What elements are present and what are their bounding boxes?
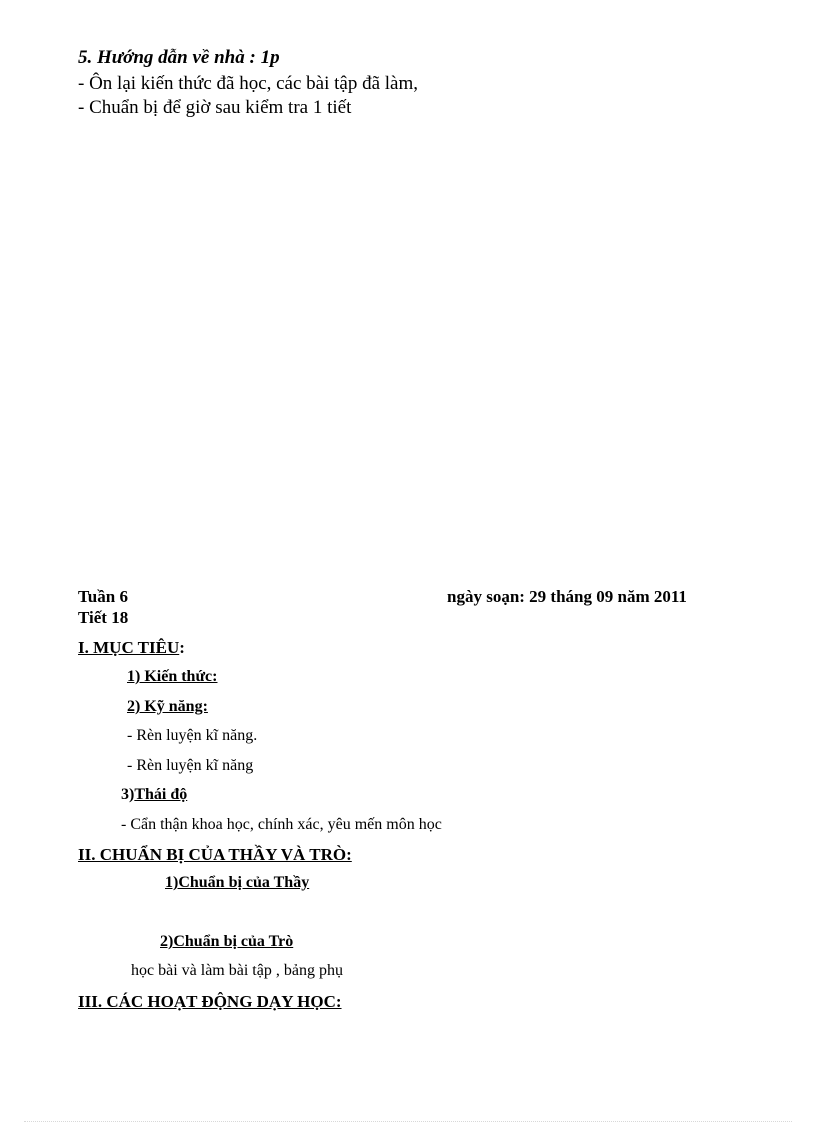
- period-label: Tiết 18: [78, 608, 129, 627]
- section-preparation-heading: II. CHUẨN BỊ CỦA THẦY VÀ TRÒ:: [78, 845, 352, 864]
- section-objectives-colon: :: [179, 638, 185, 657]
- student-preparation-subheading: 2)Chuẩn bị của Trò: [160, 933, 294, 950]
- attitude-item: - Cẩn thận khoa học, chính xác, yêu mến môn học: [121, 816, 442, 833]
- week-label: Tuần 6: [78, 587, 128, 606]
- homework-heading: 5. Hướng dẫn về nhà : 1p: [78, 47, 280, 68]
- knowledge-subheading: 1) Kiến thức:: [127, 668, 218, 685]
- skill-item: - Rèn luyện kĩ năng.: [127, 727, 258, 744]
- skills-subheading: 2) Kỹ năng:: [127, 698, 208, 715]
- teacher-preparation-subheading: 1)Chuẩn bị của Thầy: [165, 874, 310, 891]
- section-objectives-title: I. MỤC TIÊU: [78, 638, 180, 657]
- skill-item: - Rèn luyện kĩ năng: [127, 757, 254, 774]
- page-bottom-divider: [24, 1121, 792, 1122]
- attitude-title: Thái độ: [134, 786, 188, 803]
- attitude-subheading: [121, 787, 187, 803]
- section-activities-heading: III. CÁC HOẠT ĐỘNG DẠY HỌC:: [78, 992, 342, 1011]
- section-objectives-heading: [78, 639, 185, 656]
- homework-item-review: - Ôn lại kiến thức đã học, các bài tập đã làm,: [78, 73, 419, 94]
- student-preparation-item: học bài và làm bài tập , bảng phụ: [131, 962, 343, 979]
- attitude-number: 3): [121, 786, 135, 803]
- homework-item-prepare: - Chuẩn bị để giờ sau kiểm tra 1 tiết: [78, 97, 352, 118]
- date-label: ngày soạn: 29 tháng 09 năm 2011: [447, 587, 687, 606]
